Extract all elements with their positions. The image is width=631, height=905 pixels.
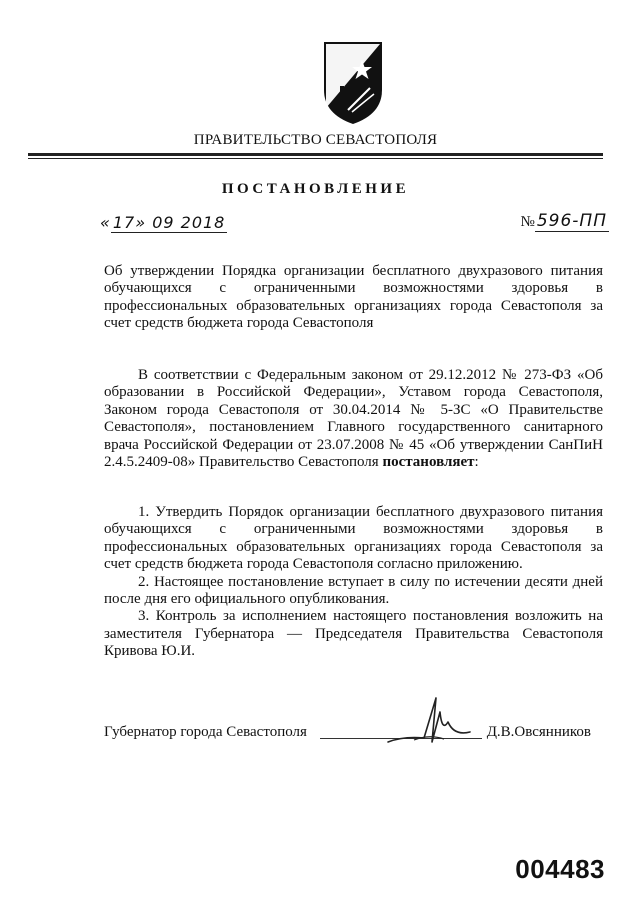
resolution-items	[104, 504, 603, 661]
document-date	[100, 213, 227, 232]
date-handwritten: 17» 09 2018	[112, 213, 226, 232]
preamble-text: В соответствии с Федеральным законом от 29.12.2012 № 273-ФЗ «Об образовании в Российской Федерации», Уставом города Севастополя, Законом города Севастополя от 30.04.2014 № 5-ЗС «О Правительстве Севастополя», постановлением Главного государственного санитарного врача Российской Федерации от 23.07.2008 № 45 «Об утверждении СанПиН 2.4.5.2409-08» Правительство Севастополя	[104, 367, 603, 471]
organization-name: ПРАВИТЕЛЬСТВО СЕВАСТОПОЛЯ	[193, 132, 438, 148]
date-prefix: «	[100, 213, 111, 232]
coat-of-arms-emblem	[318, 38, 388, 126]
header-divider-thin	[28, 158, 603, 159]
document-title: Об утверждении Порядка организации бесплатного двухразового питания обучающихся с ограниченными возможностями здоровья в профессиональных образовательных организациях города Севастополя за счет средств бюджета города Севастополя	[104, 263, 603, 332]
preamble-paragraph	[104, 367, 603, 471]
serial-number: 004483	[515, 854, 605, 884]
signatory-position: Губернатор города Севастополя	[104, 724, 307, 740]
number-prefix: №	[520, 214, 535, 230]
header-divider-thick	[28, 153, 603, 156]
handwritten-signature	[384, 692, 474, 752]
decision-suffix: :	[474, 454, 479, 471]
document-type: ПОСТАНОВЛЕНИЕ	[221, 181, 410, 197]
resolution-item: 1. Утвердить Порядок организации бесплатного двухразового питания обучающихся с ограниченными возможностями здоровья в профессиональных образовательных организациях города Севастополя за счет средств бюджета города Севастополя согласно приложению.	[104, 504, 603, 573]
resolution-item: 2. Настоящее постановление вступает в силу по истечении десяти дней после дня его официального опубликования.	[104, 573, 603, 608]
signatory-name: Д.В.Овсянников	[486, 724, 591, 740]
resolution-item: 3. Контроль за исполнением настоящего постановления возложить на заместителя Губернатора — Председателя Правительства Севастополя Кривова Ю.И.	[104, 608, 603, 660]
number-handwritten: 596-ПП	[536, 211, 607, 231]
decision-word: постановляет	[382, 454, 475, 471]
signature-block	[104, 724, 603, 746]
document-number	[521, 211, 609, 231]
